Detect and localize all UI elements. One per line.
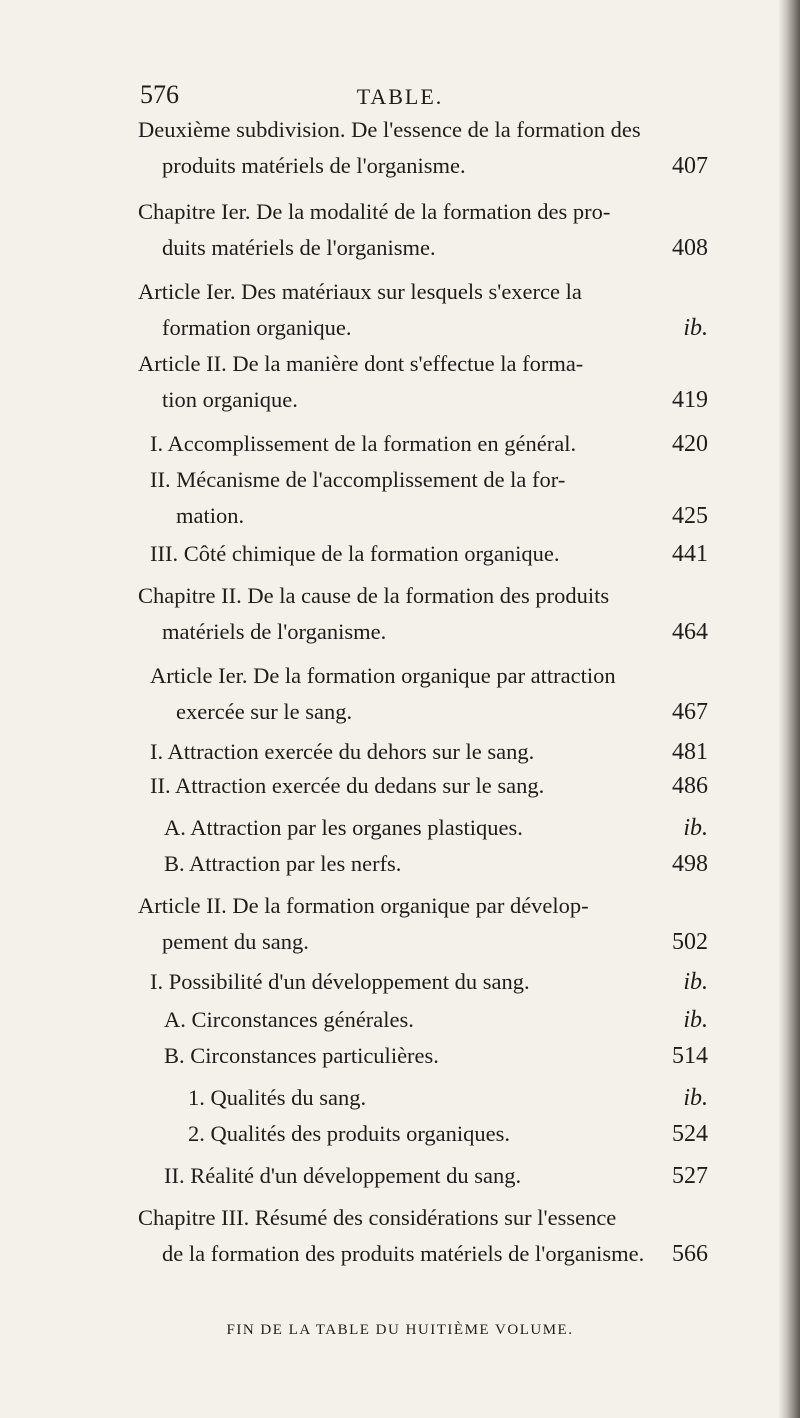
toc-page-number: ib. (683, 1007, 708, 1033)
toc-entry-line: III. Côté chimique de la formation organique. (150, 541, 560, 566)
toc-entry-line: Article II. De la formation organique par dévelop- (138, 893, 589, 918)
toc-entry-line: I. Attraction exercée du dehors sur le sang. (150, 739, 535, 764)
toc-entry-line: Article II. De la manière dont s'effectue la forma- (138, 351, 584, 376)
toc-entry-line: 2. Qualités des produits organiques. (188, 1121, 511, 1146)
toc-entry-line: exercée sur le sang. (176, 699, 353, 724)
toc-entry-line: Chapitre III. Résumé des considérations sur l'essence (138, 1205, 617, 1230)
page-edge-shadow (778, 0, 800, 1418)
toc-page-number: 419 (672, 387, 708, 413)
toc-page-number: 498 (672, 851, 708, 877)
toc-entry-line: I. Accomplissement de la formation en général. (150, 431, 577, 456)
toc-entry-line: duits matériels de l'organisme. (162, 235, 436, 260)
toc-page-number: ib. (683, 315, 708, 341)
toc-page-number: 420 (672, 431, 708, 457)
toc-page-number: 407 (672, 153, 708, 179)
toc-entry-line: 1. Qualités du sang. (188, 1085, 367, 1110)
toc-page-number: 514 (672, 1043, 708, 1069)
end-of-table-note: FIN DE LA TABLE DU HUITIÈME VOLUME. (226, 1322, 574, 1338)
toc-entry-line: matériels de l'organisme. (162, 619, 387, 644)
toc-page-number: 464 (672, 619, 708, 645)
toc-entry-line: Article Ier. De la formation organique par attraction (150, 663, 616, 688)
toc-entry-line: mation. (176, 503, 245, 528)
toc-entry-line: B. Attraction par les nerfs. (164, 851, 402, 876)
toc-page-number: 502 (672, 929, 708, 955)
toc-entry-line: A. Circonstances générales. (164, 1007, 414, 1032)
toc-entry-line: A. Attraction par les organes plastiques. (164, 815, 523, 840)
toc-page-number: 481 (672, 739, 708, 765)
toc-page-number: 527 (672, 1163, 708, 1189)
running-title: TABLE. (356, 84, 444, 109)
toc-page-number: 441 (672, 541, 708, 567)
toc-entry-line: B. Circonstances particulières. (164, 1043, 439, 1068)
toc-entry-line: II. Attraction exercée du dedans sur le sang. (150, 773, 545, 798)
page-number: 576 (140, 80, 179, 109)
toc-page-number: 408 (672, 235, 708, 261)
toc-entry-line: Chapitre II. De la cause de la formation des produits (138, 583, 610, 608)
toc-entry-line: tion organique. (162, 387, 298, 412)
toc-entry-line: Deuxième subdivision. De l'essence de la formation des (138, 117, 641, 142)
toc-entry-line: I. Possibilité d'un développement du sang. (150, 969, 530, 994)
toc-page-number: 425 (672, 503, 708, 529)
toc-entry-line: II. Mécanisme de l'accomplissement de la for- (150, 467, 566, 492)
toc-entry-line: de la formation des produits matériels de l'organisme. (162, 1241, 645, 1266)
toc-entry-line: produits matériels de l'organisme. (162, 153, 466, 178)
toc-entry-line: pement du sang. (162, 929, 309, 954)
toc-page-number: 486 (672, 773, 708, 799)
toc-page-number: ib. (683, 815, 708, 841)
toc-page-number: 524 (672, 1121, 708, 1147)
toc-entry-line: II. Réalité d'un développement du sang. (164, 1163, 522, 1188)
toc-entry-line: Article Ier. Des matériaux sur lesquels s'exerce la (138, 279, 582, 304)
toc-entry-line: formation organique. (162, 315, 352, 340)
toc-page-number: 467 (672, 699, 708, 725)
toc-page-number: ib. (683, 1085, 708, 1111)
toc-page-number: ib. (683, 969, 708, 995)
toc-page-number: 566 (672, 1241, 708, 1267)
toc-entry-line: Chapitre Ier. De la modalité de la formation des pro- (138, 199, 611, 224)
